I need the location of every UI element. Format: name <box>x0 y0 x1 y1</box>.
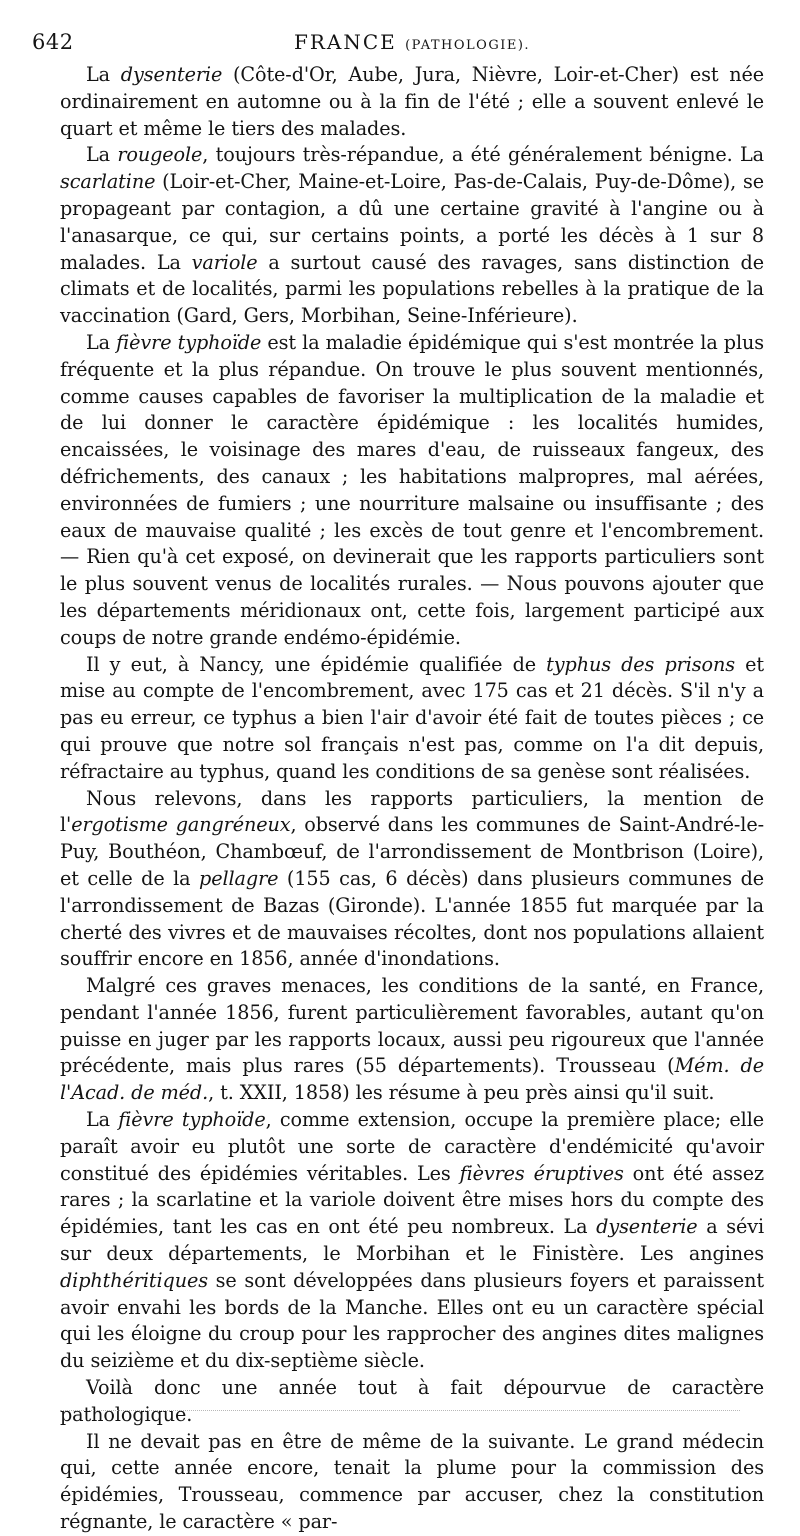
page-header <box>32 26 764 62</box>
paragraph <box>60 1429 764 1536</box>
text-run: , t. XXII, 1858) les résume à peu près ainsi qu'il suit. <box>208 1081 715 1105</box>
text-run: Malgré ces graves menaces, les conditions de la santé, en France, pendant l'année 1856, furent particulièrement favorables, autant qu'on puisse en juger par les rapports locaux, aussi peu rigoureux que l'année précédente, mais plus rares (55 départements). Trousseau ( <box>60 974 764 1078</box>
paragraph <box>60 1107 764 1375</box>
text-run: (Côte-d'Or, Aube, Jura, Nièvre, Loir-et-Cher) est née ordinairement en automne ou à la fin de l'été ; elle a souvent enlevé le quart et même le tiers des malades. <box>60 63 765 140</box>
italic-term: typhus des prisons <box>546 652 735 676</box>
italic-term: fièvres éruptives <box>459 1161 624 1185</box>
text-run: (155 cas, 6 décès) dans plusieurs communes de l'arrondissement de Bazas (Gironde). L'année 1855 fut marquée par la cherté des vivres et de mauvaises récoltes, dont nos populations allaient souffrir encore en 1856, année d'inondations. <box>60 866 765 971</box>
paragraph <box>60 1375 764 1429</box>
italic-term: dysenterie <box>596 1215 698 1239</box>
text-run: , toujours très-répandue, a été généralement bénigne. La <box>202 143 764 167</box>
text-run: La <box>86 330 117 354</box>
text-run: est la maladie épidémique qui s'est montrée la plus fréquente et la plus répandue. On trouve le plus souvent mentionnés, comme causes capables de favoriser la multiplication de la maladie et de lui donner le caractère épidémique : les localités humides, encaissées, le voisinage des mares d'eau, de ruisseaux fangeux, des défrichements, des canaux ; les habitations malpropres, mal aérées, environnées de fumiers ; une nourriture malsaine ou insuffisante ; des eaux de mauvaise qualité ; les excès de tout genre et l'encombrement. — Rien qu'à cet exposé, on devinerait que les rapports particuliers sont le plus souvent venus de localités rurales. — Nous pouvons ajouter que les départements méridionaux ont, cette fois, largement participé aux coups de notre grande endémo-épidémie. <box>60 330 764 649</box>
italic-term: rougeole <box>117 143 203 167</box>
page-number: 642 <box>32 30 74 54</box>
italic-term: variole <box>191 250 258 274</box>
text-run: Nous relevons, dans les rapports particuliers, la mention de l' <box>60 786 764 837</box>
italic-term: fièvre typhoïde <box>116 330 262 354</box>
text-run: (Loir-et-Cher, Maine-et-Loire, Pas-de-Calais, Puy-de-Dôme), se propageant par contagion, a dû une certaine gravité à l'angine ou à l'anasarque, ce qui, sur certains points, a porté les décès à 1 sur 8 malades. La <box>60 170 764 274</box>
running-head <box>60 26 764 54</box>
running-head-title: FRANCE <box>293 30 397 54</box>
italic-term: ergotisme gangréneux <box>71 813 291 837</box>
italic-term: fièvre typhoïde <box>118 1108 266 1132</box>
paragraph <box>60 652 764 786</box>
paragraph <box>60 142 764 330</box>
running-head-subtitle: (PATHOLOGIE). <box>405 38 531 53</box>
text-run: a surtout causé des ravages, sans distinction de climats et de localités, parmi les populations rebelles à la pratique de la vaccination (Gard, Gers, Morbihan, Seine-Inférieure). <box>60 250 764 328</box>
italic-term: scarlatine <box>60 170 156 194</box>
bottom-dotted-rule <box>60 1410 740 1412</box>
text-run: Il ne devait pas en être de même de la suivante. Le grand médecin qui, cette année encore, tenait la plume pour la commission des épidémies, Trousseau, commence par accuser, chez la constitution régnante, le caractère « par- <box>60 1429 764 1534</box>
paragraph <box>60 62 764 142</box>
text-run: se sont développées dans plusieurs foyers et paraissent avoir envahi les bords de la Manche. Elles ont eu un caractère spécial qui les éloigne du croup pour les rapprocher des angines dites malignes du seizième et du dix-septième siècle. <box>60 1268 764 1373</box>
text-run: La <box>86 143 118 167</box>
text-run: et mise au compte de l'encombrement, avec 175 cas et 21 décès. S'il n'y a pas eu erreur, ce typhus a bien l'air d'avoir été fait de toutes pièces ; ce qui prouve que notre sol français n'est pas, comme on l'a dit depuis, réfractaire au typhus, quand les conditions de sa genèse sont réalisées. <box>60 652 764 783</box>
document-body <box>60 62 764 1536</box>
text-run: La <box>86 1108 119 1132</box>
paragraph <box>60 330 764 652</box>
text-run: , comme extension, occupe la première place; elle paraît avoir eu plutôt une sorte de caractère d'endémicité qu'avoir constitué des épidémies véritables. Les <box>60 1108 765 1185</box>
italic-term: diphthéritiques <box>60 1268 208 1292</box>
text-run: Voilà donc une année tout à fait dépourvue de caractère pathologique. <box>60 1376 764 1426</box>
text-run: Il y eut, à Nancy, une épidémie qualifiée de <box>86 652 547 676</box>
text-run: ont été assez rares ; la scarlatine et la variole doivent être mises hors du compte des épidémies, tant les cas en ont été peu nombreux. La <box>60 1161 764 1239</box>
text-run: La <box>86 63 121 86</box>
text-run: a sévi sur deux départements, le Morbihan et le Finistère. Les angines <box>60 1215 764 1266</box>
paragraph <box>60 973 764 1107</box>
italic-term: pellagre <box>199 866 279 890</box>
italic-term: Mém. de l'Acad. de méd. <box>60 1054 764 1105</box>
text-run: , observé dans les communes de Saint-André-le-Puy, Bouthéon, Chambœuf, de l'arrondissement de Montbrison (Loire), et celle de la <box>60 813 764 890</box>
italic-term: dysenterie <box>120 63 223 86</box>
paragraph <box>60 786 764 974</box>
